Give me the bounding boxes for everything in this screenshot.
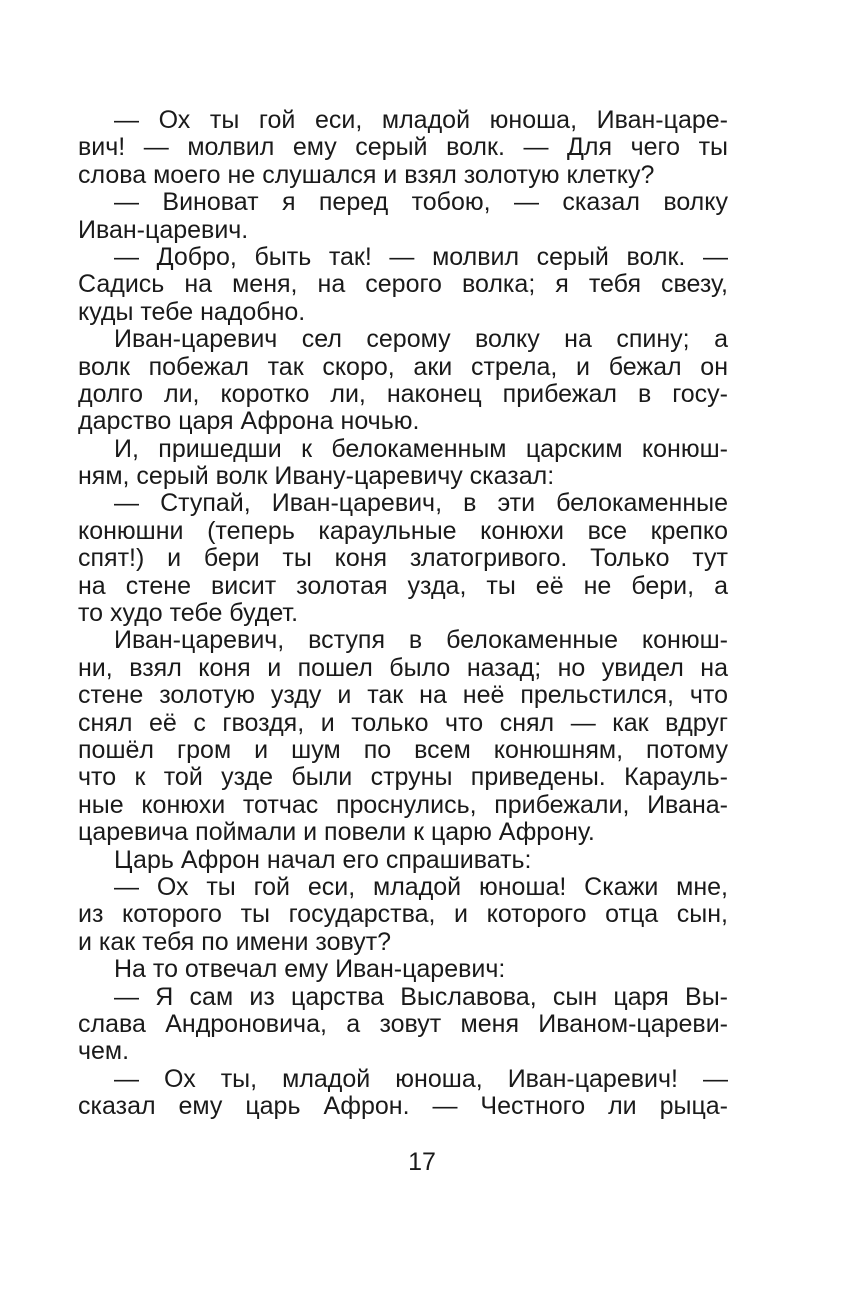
text-line: И, пришедши к белокаменным царским конюш- xyxy=(114,434,728,463)
text-line: — Я сам из царства Выславова, сын царя Вы- xyxy=(114,982,728,1011)
text-line: Иван-царевич сел серому волку на спину; а xyxy=(114,325,728,354)
text-line: Царь Афрон начал его спрашивать: xyxy=(114,845,532,874)
text-line: Садись на меня, на серого волка; я тебя свезу, xyxy=(78,270,728,299)
text-line: и как тебя по имени зовут? xyxy=(78,927,392,956)
text-line: долго ли, коротко ли, наконец прибежал в госу- xyxy=(78,379,728,408)
text-line: ням, серый волк Ивану-царевичу сказал: xyxy=(78,462,555,491)
text-line: спят!) и бери ты коня златогривого. Только тут xyxy=(78,544,728,573)
text-line: Иван-царевич. xyxy=(78,215,249,244)
body-text xyxy=(78,107,728,1120)
text-line: пошёл гром и шум по всем конюшням, потому xyxy=(78,735,728,764)
text-line: — Ступай, Иван-царевич, в эти белокаменные xyxy=(114,489,728,518)
text-line: — Ох ты гой еси, младой юноша! Скажи мне, xyxy=(114,872,728,901)
text-line: конюшни (теперь караульные конюхи все крепко xyxy=(78,516,728,545)
text-line: на стене висит золотая узда, ты её не бери, а xyxy=(78,571,728,600)
text-line: ни, взял коня и пошел было назад; но увидел на xyxy=(78,653,728,682)
text-line: царевича поймали и повели к царю Афрону. xyxy=(78,818,595,847)
text-line: то худо тебе будет. xyxy=(78,599,299,628)
text-line: сказал ему царь Афрон. — Честного ли рыца- xyxy=(78,1092,728,1121)
text-line: что к той узде были струны приведены. Карауль- xyxy=(78,763,728,792)
text-line: слова моего не слушался и взял золотую клетку? xyxy=(78,160,655,189)
text-line: из которого ты государства, и которого отца сын, xyxy=(78,900,728,929)
text-line: ные конюхи тотчас проснулись, прибежали, Ивана- xyxy=(78,790,728,819)
text-line: стене золотую узду и так на неё прельстился, что xyxy=(78,681,728,710)
text-line: На то отвечал ему Иван-царевич: xyxy=(114,955,506,984)
text-line: — Ох ты, младой юноша, Иван-царевич! — xyxy=(114,1064,728,1093)
text-line: чем. xyxy=(78,1037,130,1066)
page-number: 17 xyxy=(408,1148,436,1176)
text-line: — Ох ты гой еси, младой юноша, Иван-царе- xyxy=(114,106,728,134)
text-line: слава Андроновича, а зовут меня Иваном-цареви- xyxy=(78,1009,728,1038)
text-line: — Виноват я перед тобою, — сказал волку xyxy=(114,188,728,217)
text-line: — Добро, быть так! — молвил серый волк. — xyxy=(114,242,728,271)
text-line: куды тебе надобно. xyxy=(78,297,306,326)
text-line: волк побежал так скоро, аки стрела, и бежал он xyxy=(78,352,728,381)
text-line: Иван-царевич, вступя в белокаменные конюш- xyxy=(114,626,728,655)
text-line: снял её с гвоздя, и только что снял — как вдруг xyxy=(78,708,728,737)
text-line: дарство царя Афрона ночью. xyxy=(78,407,420,436)
text-line: вич! — молвил ему серый волк. — Для чего ты xyxy=(78,133,728,162)
